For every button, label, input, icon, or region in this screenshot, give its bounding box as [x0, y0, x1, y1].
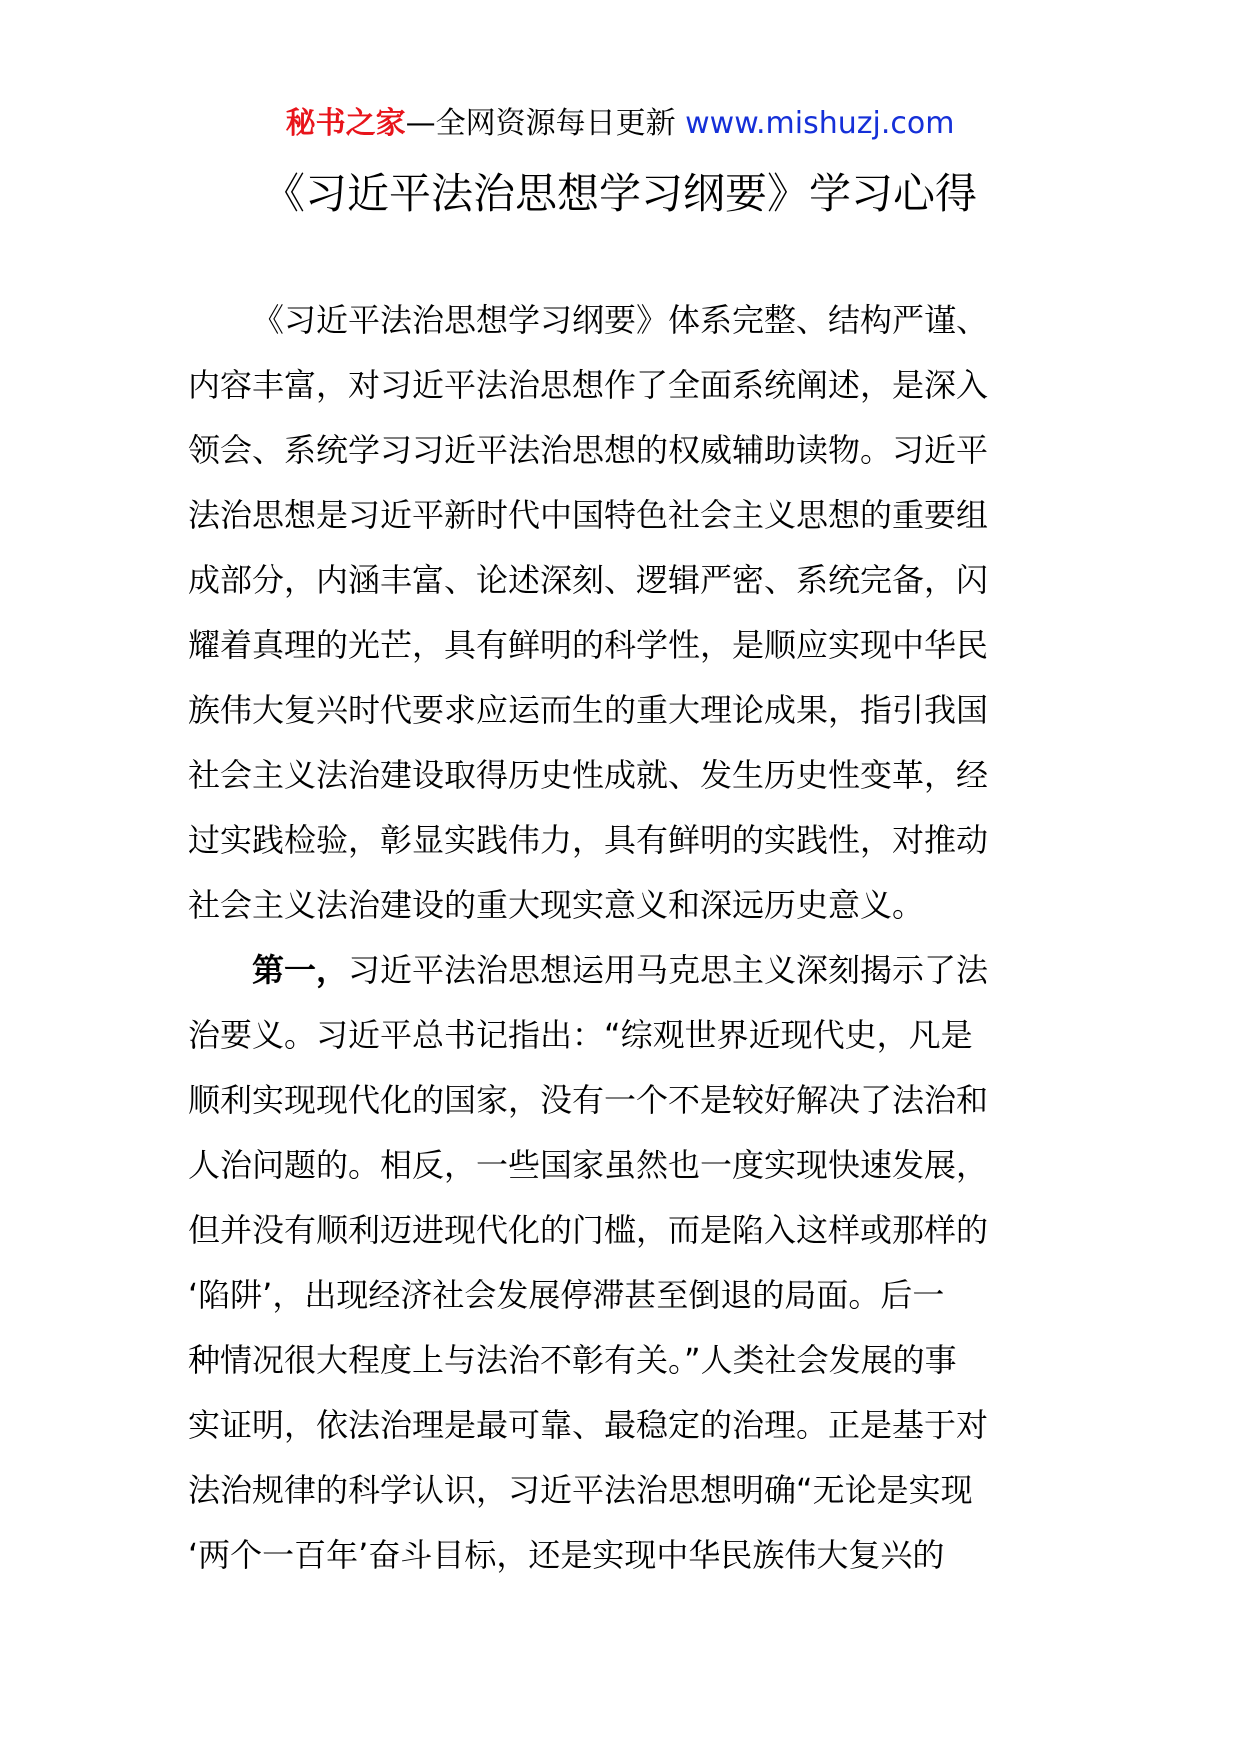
- header-tagline: —全网资源每日更新: [405, 106, 686, 141]
- text-line: ‘陷阱’，出现经济社会发展停滞甚至倒退的局面。后一: [188, 1276, 945, 1314]
- text-line: 社会主义法治建设的重大现实意义和深远历史意义。: [188, 886, 925, 924]
- paragraph-1: [188, 288, 1056, 938]
- text-line: 族伟大复兴时代要求应运而生的重大理论成果，指引我国: [188, 691, 989, 729]
- text-line: 实证明，依法治理是最可靠、最稳定的治理。正是基于对: [188, 1406, 989, 1444]
- text-line: 内容丰富，对习近平法治思想作了全面系统阐述，是深入: [188, 366, 989, 404]
- text-line: 耀着真理的光芒，具有鲜明的科学性，是顺应实现中华民: [188, 626, 989, 664]
- site-url-link[interactable]: www.mishuzj.com: [685, 106, 955, 141]
- paragraph-2: [188, 938, 1056, 1588]
- text-line: 社会主义法治建设取得历史性成就、发生历史性变革，经: [188, 756, 989, 794]
- document-title: 《习近平法治思想学习纲要》学习心得: [262, 169, 977, 218]
- document-body: [188, 288, 1056, 1588]
- text-line-rest: 习近平法治思想运用马克思主义深刻揭示了法: [348, 951, 989, 989]
- text-line: 法治思想是习近平新时代中国特色社会主义思想的重要组: [188, 496, 989, 534]
- text-line: 成部分，内涵丰富、论述深刻、逻辑严密、系统完备，闪: [188, 561, 989, 599]
- site-header: [0, 102, 1240, 146]
- text-line: 治要义。习近平总书记指出：“综观世界近现代史，凡是: [188, 1016, 973, 1054]
- paragraph-lead: 第一，: [252, 951, 349, 989]
- text-line: 但并没有顺利迈进现代化的门槛，而是陷入这样或那样的: [188, 1211, 989, 1249]
- text-line: [188, 938, 1056, 1003]
- text-line: ‘两个一百年’奋斗目标，还是实现中华民族伟大复兴的: [188, 1536, 945, 1574]
- text-line: 过实践检验，彰显实践伟力，具有鲜明的实践性，对推动: [188, 821, 989, 859]
- brand-name: 秘书之家: [285, 106, 406, 141]
- text-line: 种情况很大程度上与法治不彰有关。”人类社会发展的事: [188, 1341, 957, 1379]
- text-line: 《习近平法治思想学习纲要》体系完整、结构严谨、: [252, 301, 989, 339]
- text-line: 法治规律的科学认识，习近平法治思想明确“无论是实现: [188, 1471, 973, 1509]
- text-line: 领会、系统学习习近平法治思想的权威辅助读物。习近平: [188, 431, 989, 469]
- text-line: 顺利实现现代化的国家，没有一个不是较好解决了法治和: [188, 1081, 989, 1119]
- text-line: 人治问题的。相反，一些国家虽然也一度实现快速发展，: [188, 1146, 989, 1184]
